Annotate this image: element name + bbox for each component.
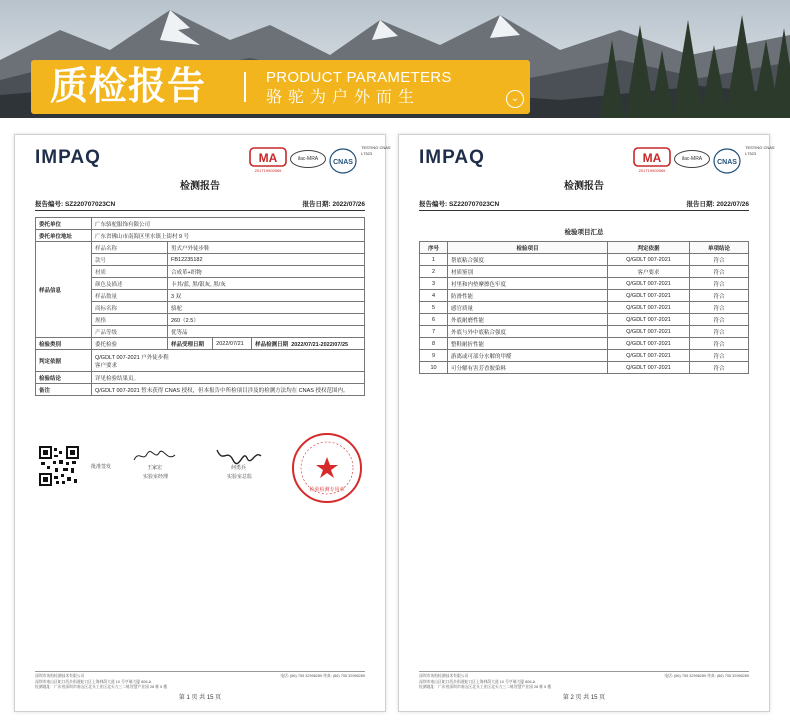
report-footer: 深圳市英柏检测技术有限公司 深圳市南山区蛇口西乡街道蛇口区上海林荫大道 10 号亨瑞大厦 806-A 检测地址：广东省深圳市南山区北头工业区北头九三二栋智慧产业园 28 栋 5 楼 电话: (86) 755 32998280 传真: (86) 755 32998289 xyxy=(419,671,749,691)
table-row: 产品等级 优等品 xyxy=(36,326,365,338)
ilac-mra-icon: ilac-MRA xyxy=(674,150,710,168)
table-cell: 8 xyxy=(420,338,448,350)
cnas-number: TESTING CNAS L7523 xyxy=(745,145,775,156)
signer-2-name: 何勇兵 xyxy=(231,465,247,471)
test-summary-table xyxy=(419,241,749,374)
table-row: 判定依据 Q/GDLT 007-2021 户外徒步鞋 客户要求 xyxy=(36,350,365,372)
table-cell: Q/GDLT 007-2021 xyxy=(608,254,690,266)
table-cell: 符合 xyxy=(690,302,749,314)
table-cell: Q/GDLT 007-2021 xyxy=(608,362,690,374)
report-title: 检测报告 xyxy=(564,181,604,192)
table-row xyxy=(420,278,749,290)
table-cell: 1 xyxy=(420,254,448,266)
summary-caption: 检验项目汇总 xyxy=(564,229,604,236)
table-cell: 4 xyxy=(420,290,448,302)
table-cell: Q/GDLT 007-2021 xyxy=(608,314,690,326)
table-cell: 10 xyxy=(420,362,448,374)
table-row xyxy=(420,254,749,266)
table-row: 检验结论 详见检验结果页。 xyxy=(36,372,365,384)
report-number: 报告编号: SZ220707023CN xyxy=(419,201,500,208)
page-number: 第 2 页 共 15 页 xyxy=(562,695,606,701)
svg-text:201719000965: 201719000965 xyxy=(638,168,666,173)
table-row: 备注 Q/GDLT 007-2021 暂未获得 CNAS 授权，但本报告中所检项目涉及的检测方法均在 CNAS 授权范围内。 xyxy=(36,384,365,396)
official-stamp-icon xyxy=(290,431,364,505)
banner-subtitle-cn: 骆驼为户外而生 xyxy=(266,89,421,106)
svg-text:201719000965: 201719000965 xyxy=(254,168,282,173)
table-row: 款号 FB12235182 xyxy=(36,254,365,266)
table-row xyxy=(420,362,749,374)
summary-rows xyxy=(420,254,749,374)
table-cell: 帮底粘合强度 xyxy=(448,254,608,266)
table-cell: 整鞋耐折性能 xyxy=(448,338,608,350)
table-cell: 符合 xyxy=(690,266,749,278)
report-title: 检测报告 xyxy=(180,181,220,192)
svg-text:MA: MA xyxy=(642,151,662,165)
table-cell: 游离或可部分水解的甲醛 xyxy=(448,350,608,362)
impaq-logo: IMPAQ xyxy=(419,147,485,168)
table-row: 样品数量 3 双 xyxy=(36,290,365,302)
table-row xyxy=(420,338,749,350)
signer-2-role: 实验室总监 xyxy=(227,474,253,480)
table-row xyxy=(420,314,749,326)
table-cell: 6 xyxy=(420,314,448,326)
table-row: 颜色及描述 卡其/蓝, 黑/银灰, 黑/灰 xyxy=(36,278,365,290)
table-row xyxy=(420,290,749,302)
table-cell: 外底与外中底粘合强度 xyxy=(448,326,608,338)
signature-2-icon xyxy=(213,446,265,466)
banner-subtitle-en: PRODUCT PARAMETERS xyxy=(266,69,452,86)
banner-divider xyxy=(244,72,246,102)
table-cell: 防滑性能 xyxy=(448,290,608,302)
table-header-row: 序号 检验项目 判定依据 单项结论 xyxy=(420,242,749,254)
table-cell: Q/GDLT 007-2021 xyxy=(608,326,690,338)
table-cell: 衬里和内垫摩擦色牢度 xyxy=(448,278,608,290)
meta-divider xyxy=(419,210,749,211)
table-cell: 符合 xyxy=(690,350,749,362)
table-cell: Q/GDLT 007-2021 xyxy=(608,278,690,290)
stamp-text: 检验检测专用章 xyxy=(309,487,345,493)
report-footer: 深圳市英柏检测技术有限公司 深圳市南山区蛇口西乡街道蛇口区上海林荫大道 10 号亨瑞大厦 806-A 检测地址：广东省深圳市南山区北头工业区北头九三二栋智慧产业园 28 栋 5 楼 电话: (86) 755 32998280 传真: (86) 755 32998289 xyxy=(35,671,365,691)
table-row xyxy=(420,266,749,278)
ilac-mra-icon: ilac-MRA xyxy=(290,150,326,168)
signer-1-role: 实验室经理 xyxy=(143,474,169,480)
banner-title: 质检报告 xyxy=(50,66,207,108)
report-sheet-2 xyxy=(398,134,775,712)
table-row: 样品信息 样品名称 男式户外徒步鞋 xyxy=(36,242,365,254)
table-cell: 2 xyxy=(420,266,448,278)
cma-mark-icon xyxy=(249,147,287,173)
cma-mark-icon xyxy=(633,147,671,173)
table-cell: 符合 xyxy=(690,290,749,302)
table-cell: 9 xyxy=(420,350,448,362)
report-date: 报告日期: 2022/07/26 xyxy=(686,201,749,208)
table-cell: 外底耐磨性能 xyxy=(448,314,608,326)
table-row: 商标名称 骆驼 xyxy=(36,302,365,314)
table-cell: 5 xyxy=(420,302,448,314)
table-row: 检验类别 委托检验 样品受理日期 2022/07/21 样品检测日期 2022/07/21-2022/07/25 xyxy=(36,338,365,350)
table-cell: 感官质量 xyxy=(448,302,608,314)
table-row xyxy=(420,350,749,362)
qr-code-icon xyxy=(39,446,79,486)
table-cell: 符合 xyxy=(690,254,749,266)
svg-text:MA: MA xyxy=(258,151,278,165)
report-meta xyxy=(419,199,749,208)
report-meta xyxy=(35,199,365,208)
table-cell: 符合 xyxy=(690,314,749,326)
table-cell: 7 xyxy=(420,326,448,338)
table-cell: Q/GDLT 007-2021 xyxy=(608,290,690,302)
table-cell: 可分解有害芳香胺染料 xyxy=(448,362,608,374)
svg-text:CNAS: CNAS xyxy=(717,159,737,166)
table-row xyxy=(420,302,749,314)
report-number: 报告编号: SZ220707023CN xyxy=(35,201,116,208)
table-cell: 符合 xyxy=(690,362,749,374)
report-sheet-1 xyxy=(14,134,391,712)
cnas-logo-icon xyxy=(712,147,742,175)
impaq-logo: IMPAQ xyxy=(35,147,101,168)
report-date: 报告日期: 2022/07/26 xyxy=(302,201,365,208)
table-cell: 3 xyxy=(420,278,448,290)
table-row: 委托单位 广东骆驼服饰有限公司 xyxy=(36,218,365,230)
table-cell: 符合 xyxy=(690,326,749,338)
table-cell: Q/GDLT 007-2021 xyxy=(608,302,690,314)
table-cell: 材质鉴别 xyxy=(448,266,608,278)
cnas-logo-icon xyxy=(328,147,358,175)
table-cell: Q/GDLT 007-2021 xyxy=(608,338,690,350)
page-number: 第 1 页 共 15 页 xyxy=(178,695,222,701)
sign-approve-label: 批准签发 xyxy=(91,464,112,470)
table-row xyxy=(420,326,749,338)
section-banner xyxy=(31,60,530,114)
table-cell: 符合 xyxy=(690,278,749,290)
svg-text:CNAS: CNAS xyxy=(333,159,353,166)
signer-1-name: 王家宏 xyxy=(147,465,163,471)
chevron-down-circle-icon: ⌄ xyxy=(506,90,524,108)
table-cell: 客户要求 xyxy=(608,266,690,278)
table-cell: Q/GDLT 007-2021 xyxy=(608,350,690,362)
report-info-table xyxy=(35,217,365,396)
table-row: 规格 260（2.5） xyxy=(36,314,365,326)
cnas-number: TESTING CNAS L7523 xyxy=(361,145,391,156)
table-cell: 符合 xyxy=(690,338,749,350)
table-row: 材质 合成革+织物 xyxy=(36,266,365,278)
meta-divider xyxy=(35,210,365,211)
table-row: 委托单位地址 广东省佛山市南海区里水镇上街村 9 号 xyxy=(36,230,365,242)
